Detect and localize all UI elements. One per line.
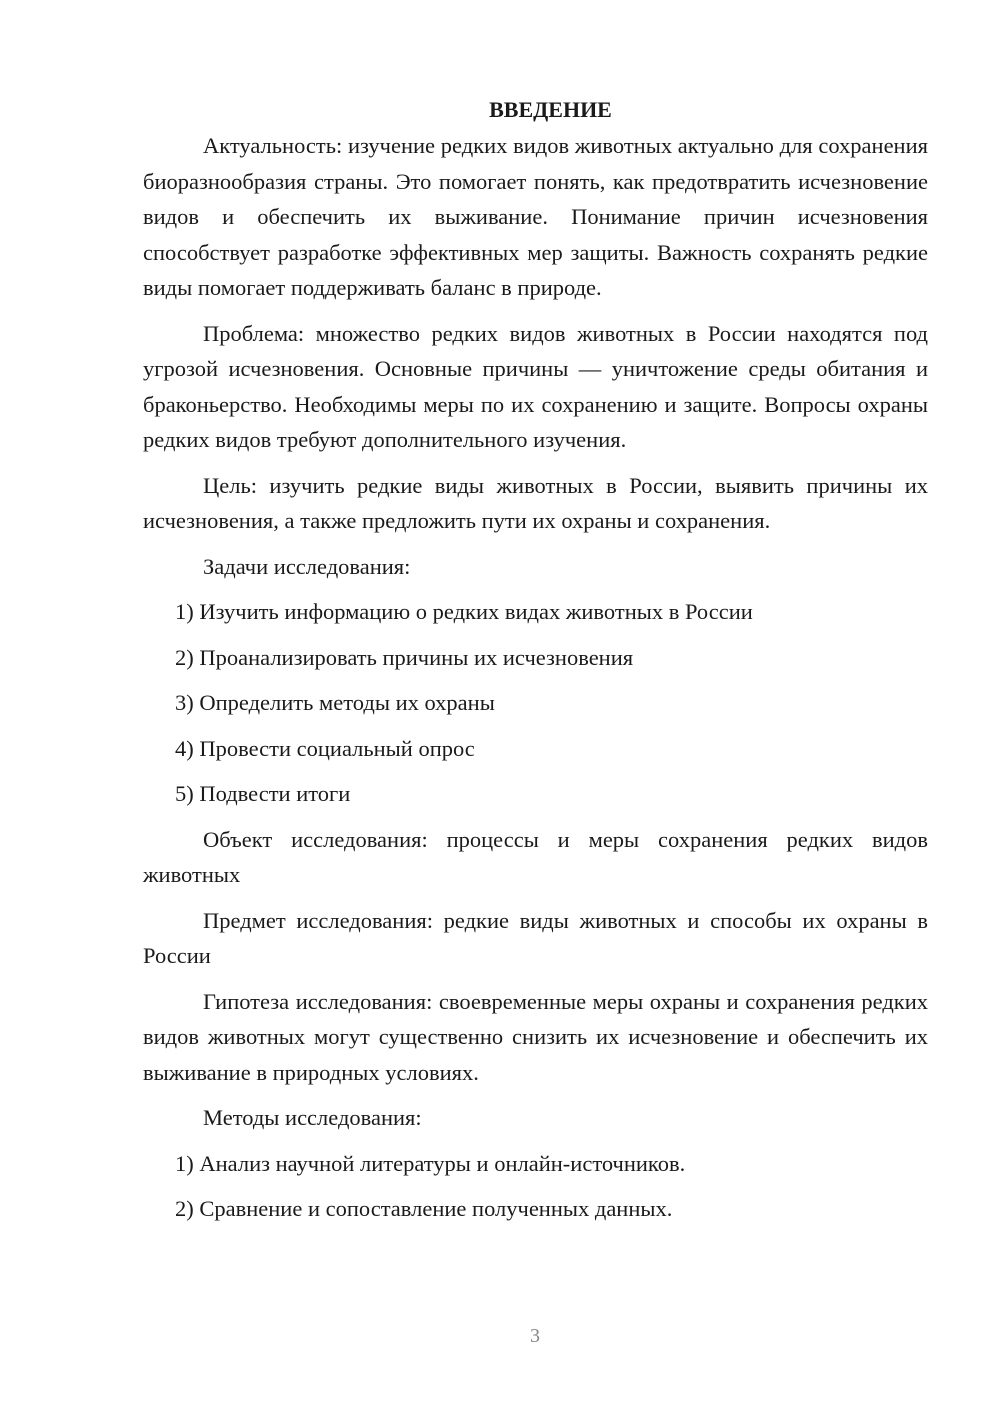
hypothesis-paragraph: Гипотеза исследования: своевременные меры охраны и сохранения редких видов животных могут существенно снизить их исчезновение и обеспечить их выживание в природных условиях. xyxy=(143,988,928,1085)
task-item: 4) Провести социальный опрос xyxy=(175,735,475,761)
subject-paragraph: Предмет исследования: редкие виды животных и способы их охраны в России xyxy=(143,907,928,968)
method-item: 2) Сравнение и сопоставление полученных данных. xyxy=(175,1196,673,1221)
relevance-paragraph: Актуальность: изучение редких видов животных актуально для сохранения биоразнообразия страны. Это помогает понять, как предотвратить исчезновение видов и обеспечить их выживание. Понимание причин исчезновения способствует разработке эффективных мер защиты. Важность сохранять редкие виды помогает поддерживать баланс в природе. xyxy=(143,133,928,300)
task-item: 2) Проанализировать причины их исчезновения xyxy=(175,644,634,670)
task-item: 3) Определить методы их охраны xyxy=(175,690,495,715)
problem-paragraph: Проблема: множество редких видов животных в России находятся под угрозой исчезновения. Основные причины — уничтожение среды обитания и браконьерство. Необходимы меры по их сохранению и защите. Вопросы охраны редких видов требуют дополнительного изучения. xyxy=(143,320,928,452)
methods-title: Методы исследования: xyxy=(203,1105,422,1130)
section-heading: ВВЕДЕНИЕ xyxy=(489,97,612,122)
tasks-title: Задачи исследования: xyxy=(203,553,411,579)
method-item: 1) Анализ научной литературы и онлайн-источников. xyxy=(175,1150,686,1176)
task-item: 1) Изучить информацию о редких видах животных в России xyxy=(175,599,753,624)
page-number: 3 xyxy=(530,1325,540,1347)
page-content xyxy=(143,92,928,1237)
goal-paragraph: Цель: изучить редкие виды животных в России, выявить причины их исчезновения, а также предложить пути их охраны и сохранения. xyxy=(143,472,928,533)
task-item: 5) Подвести итоги xyxy=(175,781,351,806)
object-paragraph: Объект исследования: процессы и меры сохранения редких видов животных xyxy=(143,826,928,887)
